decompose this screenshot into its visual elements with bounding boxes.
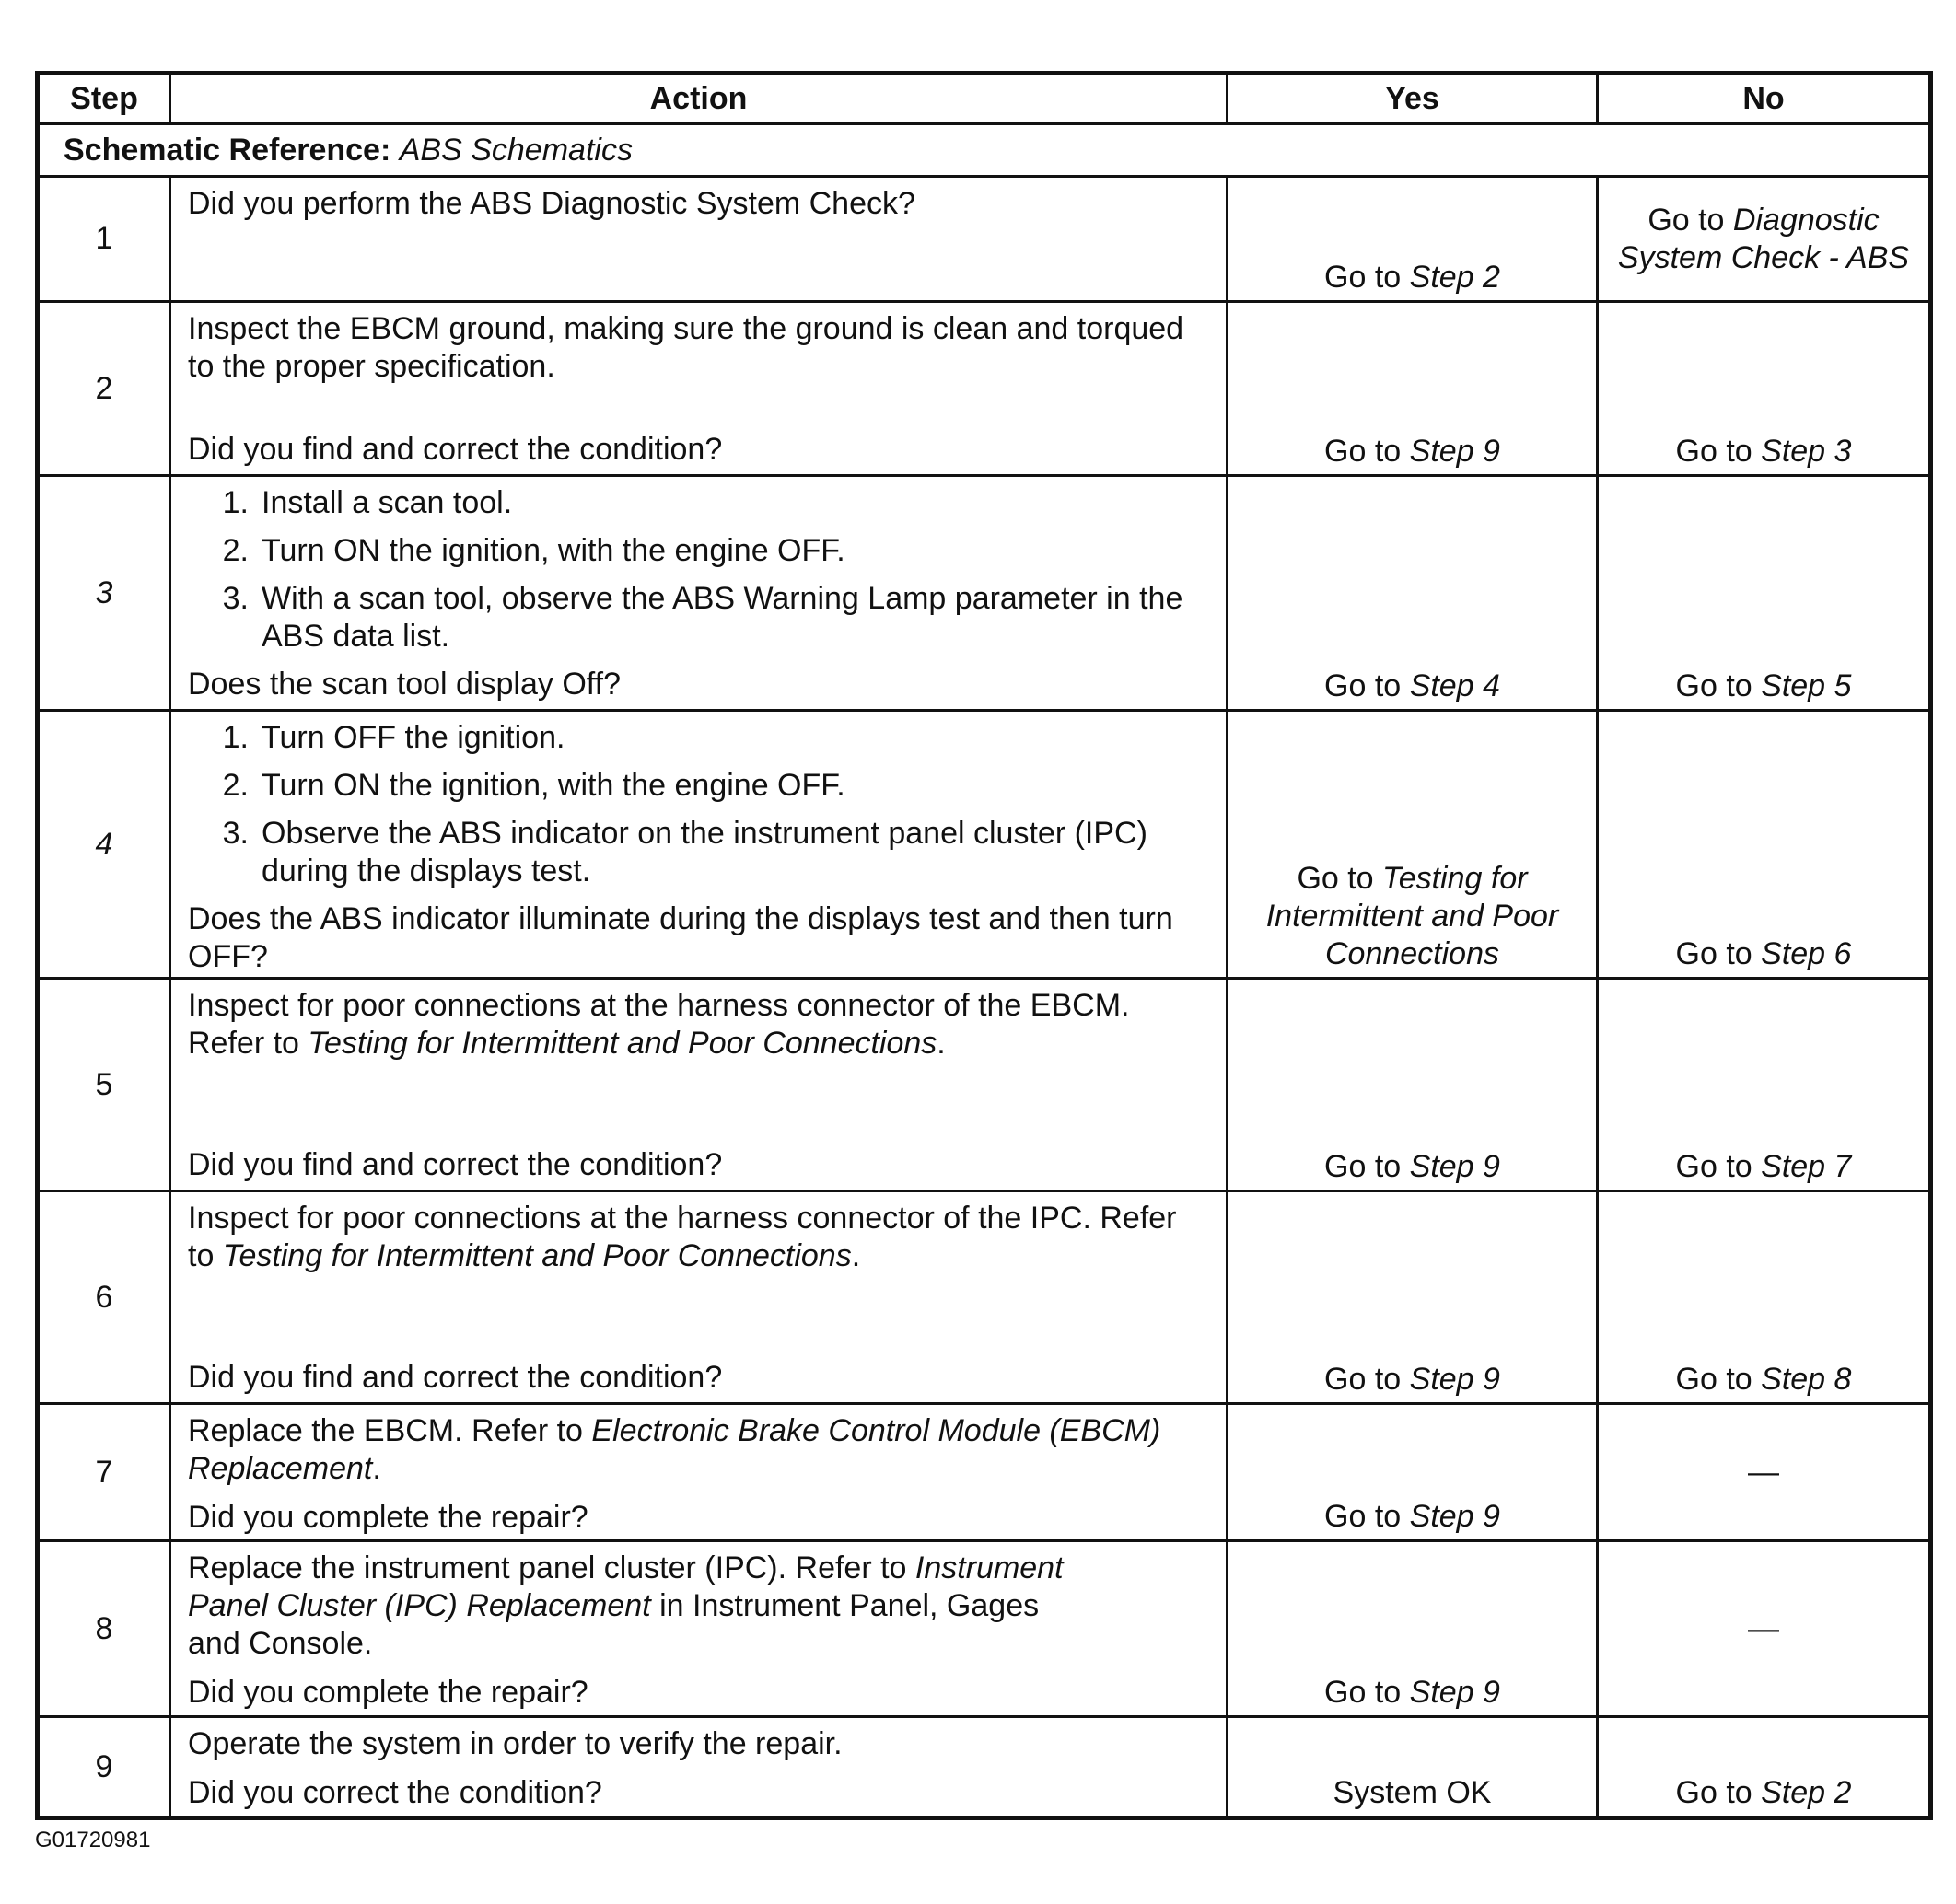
action-cell: [170, 177, 1228, 302]
no-prefix: Go to: [1647, 202, 1733, 238]
header-action: Action: [170, 74, 1228, 124]
list-item: 2. Turn ON the ignition, with the engine OFF.: [222, 768, 845, 803]
yes-link[interactable]: Step 2: [1409, 260, 1500, 295]
header-yes: Yes: [1228, 74, 1598, 124]
action-cell: [170, 1191, 1228, 1404]
action-cell: [170, 476, 1228, 711]
table-row: [38, 177, 1931, 302]
no-link[interactable]: Step 5: [1761, 668, 1852, 703]
header-row: [38, 74, 1931, 124]
step-number: 3: [38, 476, 170, 711]
list-item: 1. Install a scan tool.: [222, 485, 513, 520]
yes-prefix: Go to: [1324, 668, 1410, 703]
table-row: [38, 979, 1931, 1191]
list-item: 3. With a scan tool, observe the ABS Warning Lamp parameter in the ABS data list.: [222, 581, 1183, 654]
yes-cell: [1228, 1541, 1598, 1717]
no-cell: [1598, 1404, 1931, 1541]
step-number: 2: [38, 302, 170, 476]
yes-prefix: Go to: [1324, 1675, 1410, 1710]
action-cell: [170, 1404, 1228, 1541]
no-link[interactable]: Step 2: [1761, 1775, 1852, 1810]
action-text: Replace the EBCM. Refer to Electronic Brake Control Module (EBCM) Replacement.: [188, 1413, 1161, 1486]
yes-prefix: Go to: [1324, 1362, 1410, 1397]
yes-link[interactable]: Step 4: [1409, 668, 1500, 703]
yes-prefix: Go to: [1297, 861, 1383, 896]
list-item: 1. Turn OFF the ignition.: [222, 720, 565, 755]
schematic-reference: [38, 124, 1931, 177]
yes-text: System OK: [1333, 1775, 1492, 1810]
schematic-reference-link[interactable]: ABS Schematics: [399, 132, 633, 168]
list-item: 3. Observe the ABS indicator on the instrument panel cluster (IPC) during the displays test.: [222, 816, 1147, 888]
table-row: [38, 1541, 1931, 1717]
reference-link[interactable]: Electronic Brake Control Module (EBCM) Replacement: [188, 1413, 1161, 1486]
action-cell: [170, 711, 1228, 979]
no-link[interactable]: Step 8: [1761, 1362, 1852, 1397]
no-link[interactable]: Diagnostic System Check - ABS: [1617, 202, 1910, 275]
action-question: Did you correct the condition?: [188, 1775, 602, 1810]
no-prefix: Go to: [1675, 1149, 1762, 1184]
table-row: [38, 711, 1931, 979]
no-link[interactable]: Step 3: [1761, 434, 1852, 469]
yes-link[interactable]: Step 9: [1409, 1362, 1500, 1397]
yes-cell: [1228, 711, 1598, 979]
schematic-reference-row: [38, 124, 1931, 177]
table-row: [38, 302, 1931, 476]
yes-prefix: Go to: [1324, 434, 1410, 469]
figure-id: G01720981: [35, 1828, 151, 1852]
no-cell: [1598, 1191, 1931, 1404]
yes-link[interactable]: Step 9: [1409, 434, 1500, 469]
reference-link[interactable]: Testing for Intermittent and Poor Connections: [222, 1238, 852, 1273]
action-text: Replace the instrument panel cluster (IPC). Refer to Instrument Panel Cluster (IPC) Replacement in Instrument Panel, Gages and Console.: [188, 1550, 1064, 1661]
step-number: 1: [38, 177, 170, 302]
yes-prefix: Go to: [1324, 260, 1410, 295]
action-question: Did you find and correct the condition?: [188, 1360, 723, 1395]
procedure-list: [188, 484, 1209, 666]
action-question: Does the scan tool display Off?: [188, 667, 621, 702]
yes-cell: [1228, 302, 1598, 476]
step-number: 4: [38, 711, 170, 979]
table-row: [38, 1717, 1931, 1818]
step-number: 6: [38, 1191, 170, 1404]
no-cell: [1598, 1717, 1931, 1818]
yes-link[interactable]: Step 9: [1409, 1149, 1500, 1184]
diagnostic-table: [35, 71, 1933, 1820]
action-cell: [170, 979, 1228, 1191]
action-text: Inspect for poor connections at the harness connector of the EBCM. Refer to Testing for Intermittent and Poor Connections.: [188, 988, 1130, 1061]
action-question: Did you complete the repair?: [188, 1500, 588, 1535]
list-item: 2. Turn ON the ignition, with the engine OFF.: [222, 533, 845, 568]
no-dash: —: [1748, 1610, 1779, 1646]
header-step: Step: [38, 74, 170, 124]
yes-link[interactable]: Step 9: [1409, 1675, 1500, 1710]
table-row: [38, 476, 1931, 711]
no-prefix: Go to: [1675, 434, 1762, 469]
action-question: Did you find and correct the condition?: [188, 432, 723, 467]
step-number: 8: [38, 1541, 170, 1717]
step-number: 7: [38, 1404, 170, 1541]
no-cell: [1598, 302, 1931, 476]
action-cell: [170, 1717, 1228, 1818]
action-text: Inspect for poor connections at the harness connector of the IPC. Refer to Testing for Intermittent and Poor Connections.: [188, 1201, 1177, 1273]
no-prefix: Go to: [1675, 936, 1762, 971]
step-number: 5: [38, 979, 170, 1191]
yes-prefix: Go to: [1324, 1149, 1410, 1184]
no-link[interactable]: Step 7: [1761, 1149, 1852, 1184]
table-row: [38, 1191, 1931, 1404]
yes-prefix: Go to: [1324, 1499, 1410, 1534]
no-prefix: Go to: [1675, 1362, 1762, 1397]
yes-cell: [1228, 177, 1598, 302]
reference-link[interactable]: Instrument Panel Cluster (IPC) Replacement: [188, 1550, 1064, 1623]
reference-link[interactable]: Testing for Intermittent and Poor Connections: [308, 1026, 937, 1061]
yes-cell: [1228, 1404, 1598, 1541]
action-question: Did you perform the ABS Diagnostic System Check?: [188, 186, 915, 221]
no-link[interactable]: Step 6: [1761, 936, 1852, 971]
no-prefix: Go to: [1675, 668, 1762, 703]
schematic-reference-label: Schematic Reference:: [64, 132, 391, 168]
action-question: Did you find and correct the condition?: [188, 1147, 723, 1182]
action-text: Inspect the EBCM ground, making sure the ground is clean and torqued to the proper specification.: [188, 311, 1184, 384]
no-cell: [1598, 177, 1931, 302]
action-cell: [170, 302, 1228, 476]
header-no: No: [1598, 74, 1931, 124]
yes-link[interactable]: Testing for Intermittent and Poor Connections: [1265, 861, 1559, 971]
yes-cell: [1228, 979, 1598, 1191]
action-question: Does the ABS indicator illuminate during the displays test and then turn OFF?: [188, 901, 1173, 974]
no-cell: [1598, 979, 1931, 1191]
action-text: Operate the system in order to verify the repair.: [188, 1726, 843, 1761]
yes-cell: [1228, 1191, 1598, 1404]
no-cell: [1598, 1541, 1931, 1717]
yes-cell: [1228, 476, 1598, 711]
procedure-list: [188, 719, 1209, 900]
step-number: 9: [38, 1717, 170, 1818]
table-row: [38, 1404, 1931, 1541]
yes-link[interactable]: Step 9: [1409, 1499, 1500, 1534]
no-prefix: Go to: [1675, 1775, 1762, 1810]
action-cell: [170, 1541, 1228, 1717]
no-dash: —: [1748, 1454, 1779, 1490]
action-question: Did you complete the repair?: [188, 1675, 588, 1710]
yes-cell: [1228, 1717, 1598, 1818]
no-cell: [1598, 476, 1931, 711]
no-cell: [1598, 711, 1931, 979]
